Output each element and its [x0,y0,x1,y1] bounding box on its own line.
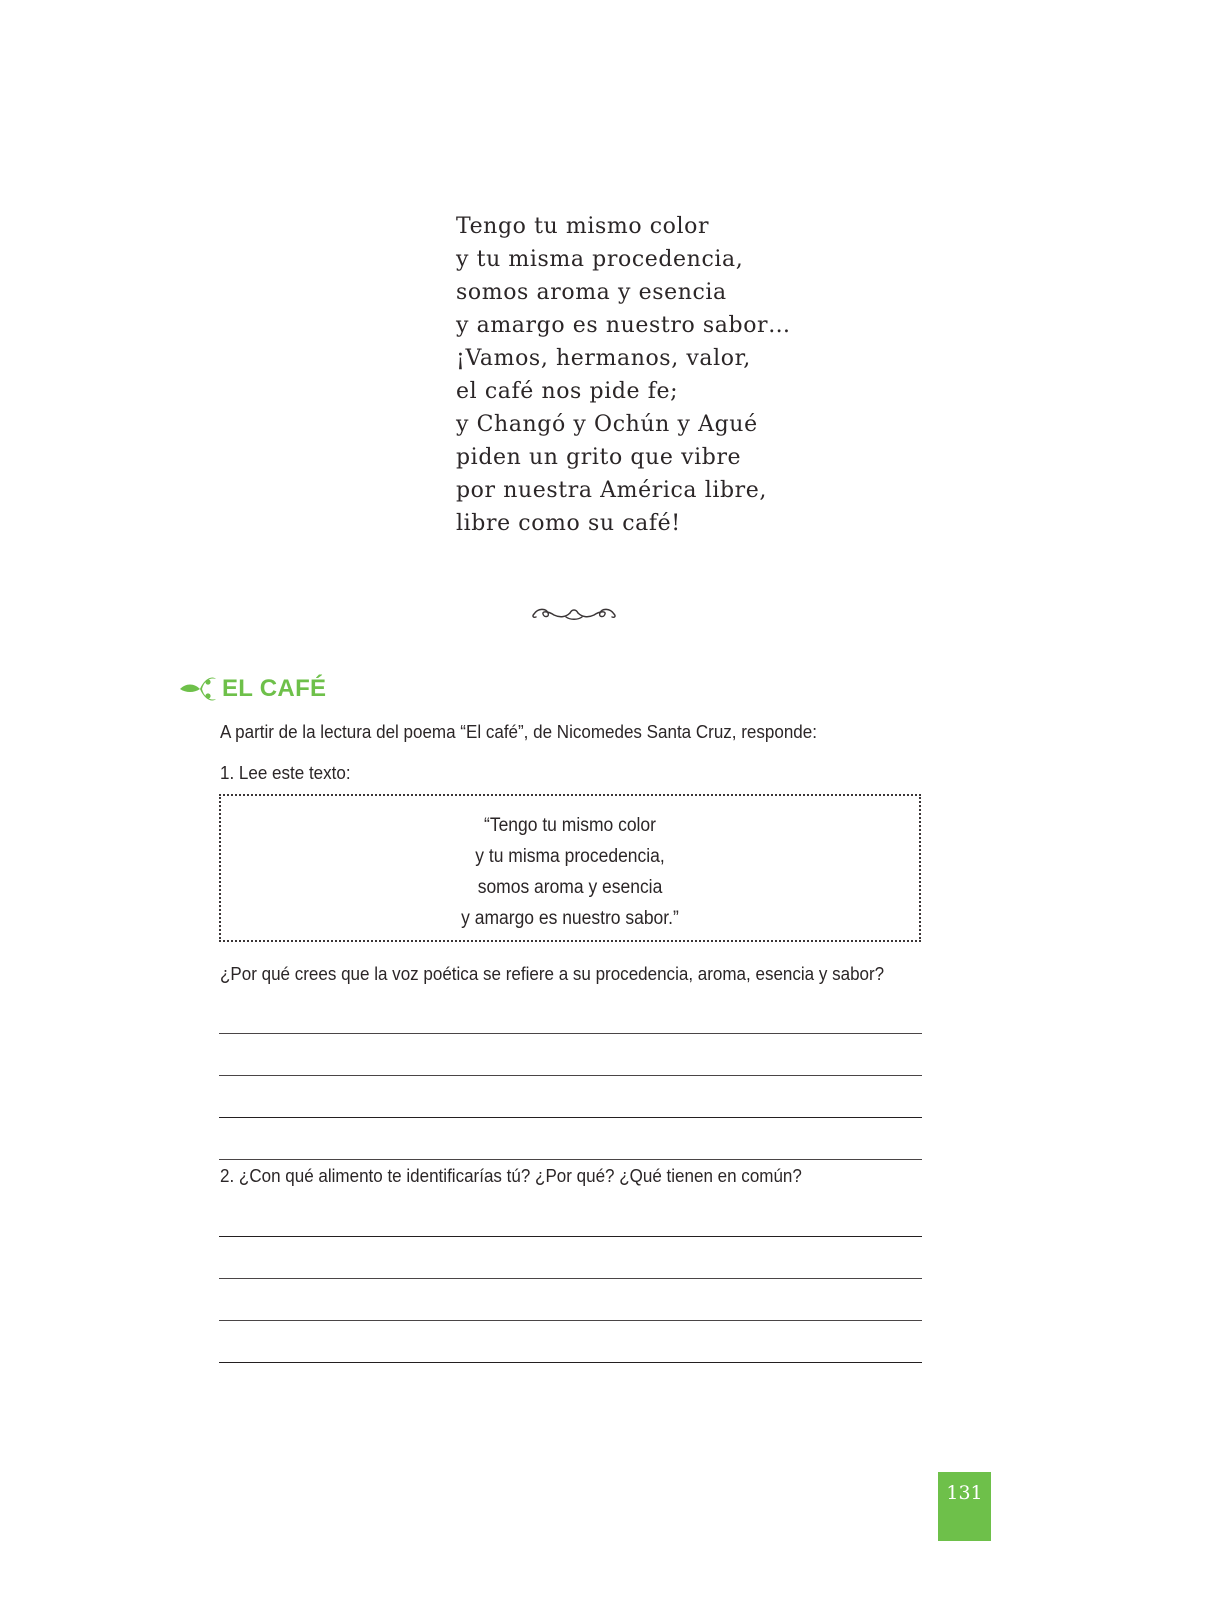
answer-line-q1-1[interactable] [219,1033,922,1034]
leaf-icon [178,671,218,707]
quote-line: y amargo es nuestro sabor.” [461,908,679,929]
section-title: EL CAFÉ [222,675,327,702]
poem-line: por nuestra América libre, [456,478,767,503]
poem-line: el café nos pide fe; [456,379,679,404]
page-number-badge [938,1472,991,1541]
quote-line: “Tengo tu mismo color [484,815,656,836]
answer-line-q1-2[interactable] [219,1075,922,1076]
answer-line-q2-3[interactable] [219,1320,922,1321]
quote-box [219,794,921,942]
answer-line-q2-4[interactable] [219,1362,922,1363]
page-number: 131 [946,1482,983,1504]
poem-line: Tengo tu mismo color [456,214,710,239]
section-header [178,671,326,707]
poem-line: somos aroma y esencia [456,280,727,305]
answer-line-q1-4[interactable] [219,1159,922,1160]
poem-line: piden un grito que vibre [456,445,742,470]
poem-line: y tu misma procedencia, [456,247,744,272]
answer-line-q1-3[interactable] [219,1117,922,1118]
answer-line-q2-1[interactable] [219,1236,922,1237]
poem-line: y amargo es nuestro sabor… [456,313,791,338]
ornament-divider-icon [530,603,618,625]
poem-line: y Changó y Ochún y Agué [456,412,758,437]
quote-line: y tu misma procedencia, [475,846,665,867]
question-1-prompt: ¿Por qué crees que la voz poética se refiere a su procedencia, aroma, esencia y sabor? [220,963,885,984]
poem-stanza [456,210,791,540]
question-2-prompt: 2. ¿Con qué alimento te identificarías tú? ¿Por qué? ¿Qué tienen en común? [220,1165,802,1186]
poem-line: ¡Vamos, hermanos, valor, [456,346,751,371]
question-1-label: 1. Lee este texto: [220,762,351,783]
instructions-text: A partir de la lectura del poema “El café”, de Nicomedes Santa Cruz, responde: [220,721,817,742]
answer-line-q2-2[interactable] [219,1278,922,1279]
quote-line: somos aroma y esencia [477,877,663,898]
poem-line: libre como su café! [456,511,681,536]
